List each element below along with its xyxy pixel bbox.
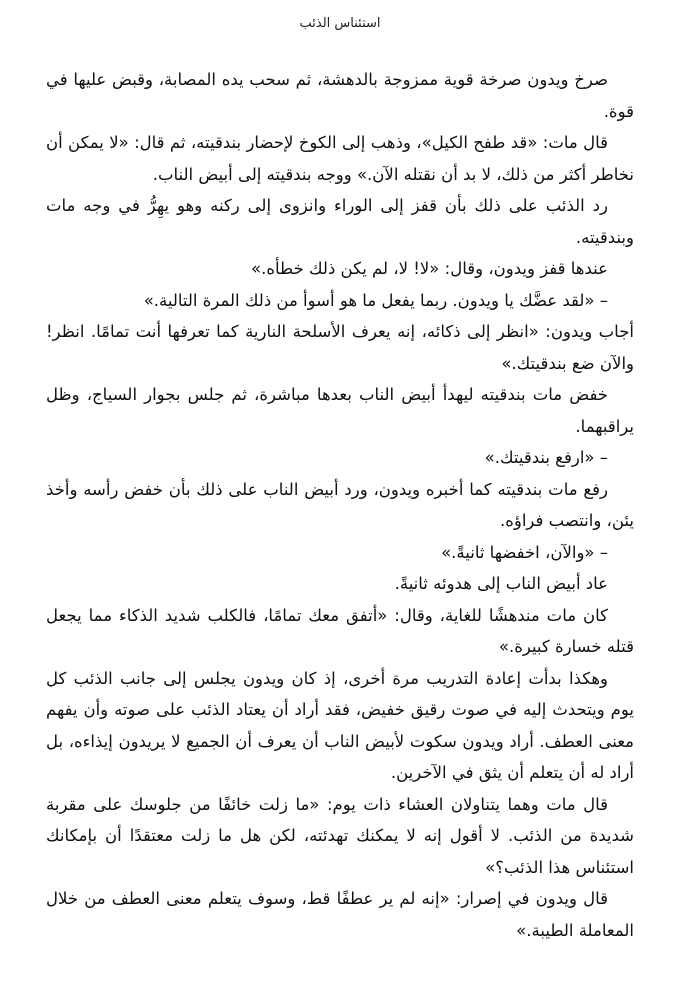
body-text bbox=[46, 64, 634, 946]
paragraph-13: وهكذا بدأت إعادة التدريب مرة أخرى، إذ كان ويدون يجلس إلى جانب الذئب كل يوم ويتحدث إليه في صوت رقيق خفيض، فقد أراد أن يعتاد الذئب على صوته وأن يفهم معنى العطف. أراد ويدون سكوت لأبيض الناب أن يعرف أن الجميع لا يريدون إيذاءه، بل أراد له أن يتعلم أن يثق في الآخرين. bbox=[46, 668, 634, 782]
paragraph-3: رد الذئب على ذلك بأن قفز إلى الوراء وانزوى إلى ركنه وهو يهِرُّ في وجه مات وبندقيته. bbox=[46, 196, 634, 247]
paragraph-5: – «لقد عضَّك يا ويدون. ربما يفعل ما هو أسوأ من ذلك المرة التالية.» bbox=[143, 290, 608, 310]
paragraph-11: عاد أبيض الناب إلى هدوئه ثانيةً. bbox=[394, 574, 608, 593]
paragraph-15: قال ويدون في إصرار: «إنه لم ير عطفًا قط، وسوف يتعلم معنى العطف من خلال المعاملة الطيبة.» bbox=[46, 889, 634, 940]
paragraph-8: – «ارفع بندقيتك.» bbox=[484, 448, 608, 467]
paragraph-6: أجاب ويدون: «انظر إلى ذكائه، إنه يعرف الأسلحة النارية كما تعرفها أنت تمامًا. انظر! والآن ضع بندقيتك.» bbox=[46, 322, 634, 373]
paragraph-2: قال مات: «قد طفح الكيل»، وذهب إلى الكوخ لإحضار بندقيته، ثم قال: «لا يمكن أن نخاطر أكثر من ذلك، لا بد أن نقتله الآن.» ووجه بندقيته إلى أبيض الناب. bbox=[46, 133, 634, 184]
page-header-title: استئناس الذئب bbox=[299, 16, 381, 31]
paragraph-14: قال مات وهما يتناولان العشاء ذات يوم: «ما زلت خائفًا من جلوسك على مقربة شديدة من الذئب. لا أقول إنه لا يمكنك تهدئته، لكن هل ما زلت معتقدًا أن بإمكانك استئناس هذا الذئب؟» bbox=[46, 794, 634, 877]
paragraph-1: صرخ ويدون صرخة قوية ممزوجة بالدهشة، ثم سحب يده المصابة، وقبض عليها في قوة. bbox=[46, 70, 634, 121]
paragraph-10: – «والآن، اخفضها ثانيةً.» bbox=[441, 542, 608, 562]
paragraph-9: رفع مات بندقيته كما أخبره ويدون، ورد أبيض الناب على ذلك بأن خفض رأسه وأخذ يئن، وانتصب فراؤه. bbox=[46, 479, 634, 530]
paragraph-4: عندها قفز ويدون، وقال: «لا! لا، لم يكن ذلك خطأه.» bbox=[251, 259, 608, 278]
paragraph-12: كان مات مندهشًا للغاية، وقال: «أتفق معك تمامًا، فالكلب شديد الذكاء مما يجعل قتله خسارة كبيرة.» bbox=[46, 605, 634, 656]
paragraph-7: خفض مات بندقيته ليهدأ أبيض الناب بعدها مباشرة، ثم جلس بجوار السياج، وظل يراقبهما. bbox=[46, 385, 634, 436]
